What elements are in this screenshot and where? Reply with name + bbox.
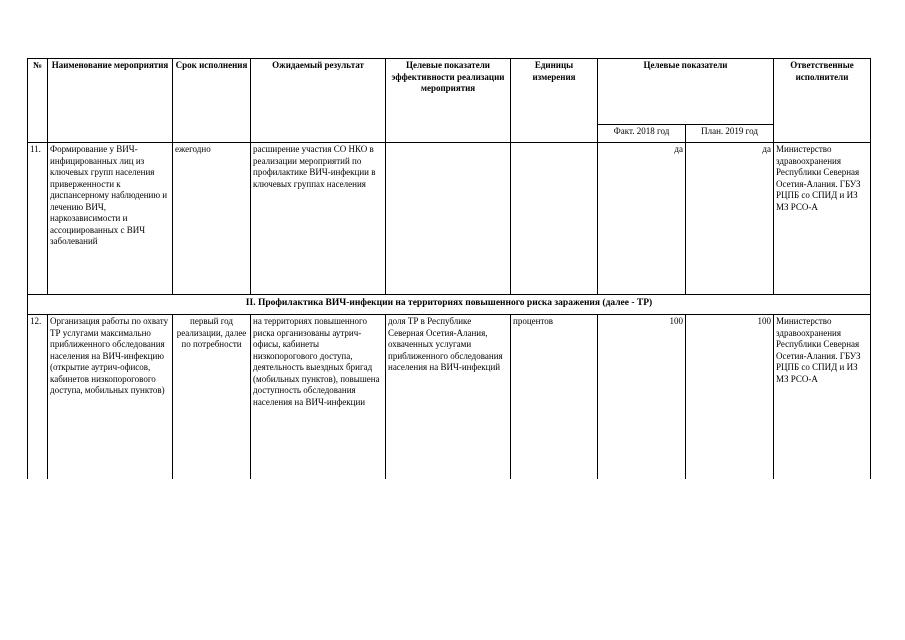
header-responsible: Ответственные исполнители	[774, 59, 871, 143]
plan-table	[27, 58, 871, 479]
row-plan: да	[686, 143, 774, 295]
row-plan: 100	[686, 315, 774, 479]
header-fact: Факт. 2018 год	[598, 125, 686, 143]
row-name: Организация работы по охвату ТР услугами максимально приближенного обследования населения на ВИЧ-инфекцию (открытие аутрич-офисов, кабинетов низкопорогового доступа, мобильных пунктов)	[48, 315, 173, 479]
header-plan: План. 2019 год	[686, 125, 774, 143]
row-fact: 100	[598, 315, 686, 479]
row-result: на территориях повышенного риска организованы аутрич-офисы, кабинеты низкопорогового доступа, деятельность выездных бригад (мобильных пунктов), повышена доступность обследования населения на ВИЧ-инфекции	[251, 315, 386, 479]
row-responsible: Министерство здравоохранения Республики Северная Осетия-Алания. ГБУЗ РЦПБ со СПИД и ИЗ МЗ РСО-А	[774, 315, 871, 479]
row-units	[511, 143, 598, 295]
header-name: Наименование мероприятия	[48, 59, 173, 143]
row-indicators	[386, 143, 511, 295]
row-indicators: доля ТР в Республике Северная Осетия-Алания, охваченных услугами приближенного обследования населения на ВИЧ-инфекций	[386, 315, 511, 479]
header-units: Единицы измерения	[511, 59, 598, 143]
row-term: ежегодно	[173, 143, 251, 295]
header-indicators: Целевые показатели эффективности реализации мероприятия	[386, 59, 511, 143]
row-name: Формирование у ВИЧ-инфицированных лиц из ключевых групп населения приверженности к диспансерному наблюдению и лечению ВИЧ, наркозависимости и ассоциированных с ВИЧ заболеваний	[48, 143, 173, 295]
table-row	[28, 315, 871, 479]
header-term: Срок исполнения	[173, 59, 251, 143]
section-title: II. Профилактика ВИЧ-инфекции на территориях повышенного риска заражения (далее - ТР)	[28, 295, 871, 315]
row-term: первый год реализации, далее по потребности	[173, 315, 251, 479]
header-result: Ожидаемый результат	[251, 59, 386, 143]
row-fact: да	[598, 143, 686, 295]
header-targets: Целевые показатели	[598, 59, 774, 125]
row-result: расширение участия СО НКО в реализации мероприятий по профилактике ВИЧ-инфекции в ключевых группах населения	[251, 143, 386, 295]
row-num: 12.	[28, 315, 48, 479]
header-num: №	[28, 59, 48, 143]
row-units: процентов	[511, 315, 598, 479]
row-responsible: Министерство здравоохранения Республики Северная Осетия-Алания. ГБУЗ РЦПБ со СПИД и ИЗ МЗ РСО-А	[774, 143, 871, 295]
row-num: 11.	[28, 143, 48, 295]
table-row	[28, 143, 871, 295]
